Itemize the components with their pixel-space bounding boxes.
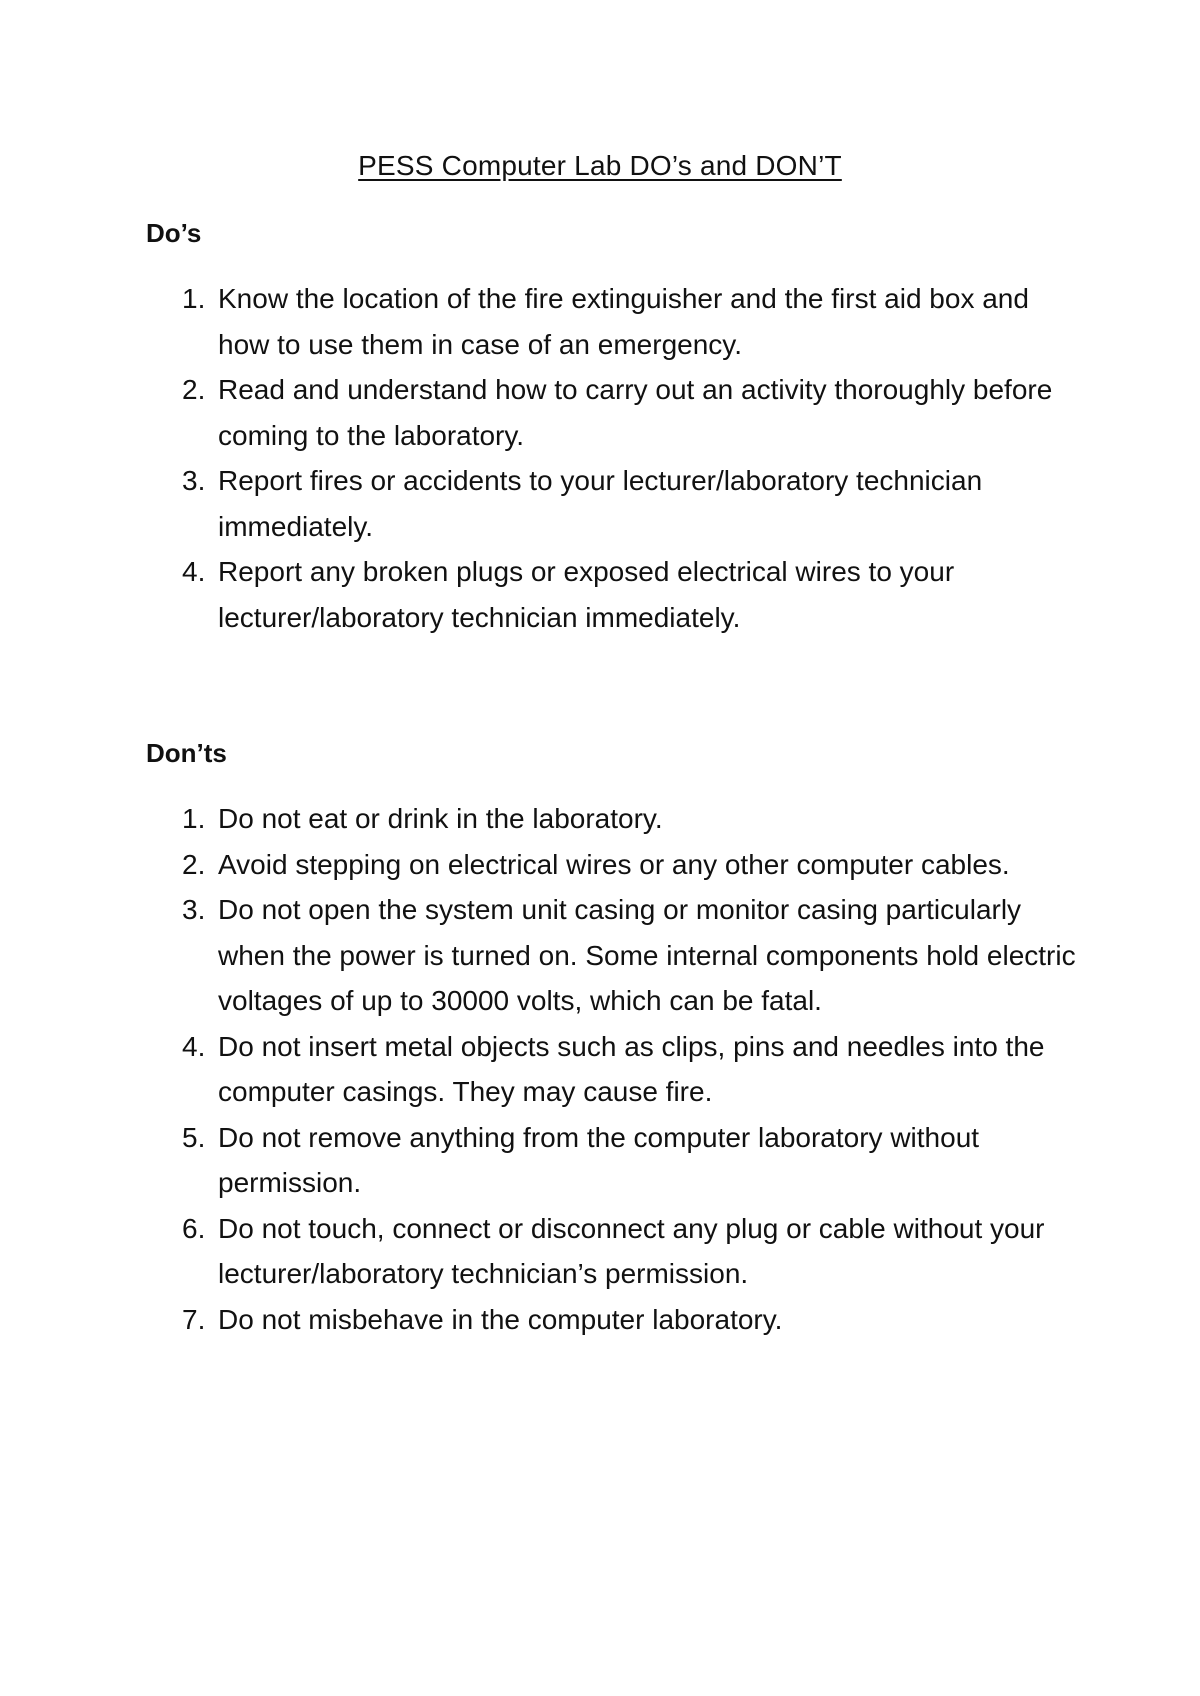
list-item-number: 2. [182,848,206,880]
list-item-text: Do not eat or drink in the laboratory. [218,803,663,834]
list-item-number: 5. [182,1121,206,1153]
list-item-number: 1. [182,803,206,834]
list-item-text: Do not misbehave in the computer laboratory. [218,1303,783,1335]
list-item-number: 3. [182,465,206,496]
donts-heading: Don’ts [146,738,227,768]
list-item-number: 3. [182,894,206,925]
list-item-text: Do not remove anything from the computer laboratory without permission. [218,1121,980,1198]
list-item-number: 2. [182,374,206,405]
list-item-text: Know the location of the fire extinguisher and the first aid box and how to use them in case of an emergency. [218,283,1029,360]
list-item-text: Report any broken plugs or exposed electrical wires to your lecturer/laboratory technician immediately. [218,556,955,633]
list-item-text: Do not open the system unit casing or monitor casing particularly when the power is turned on. Some internal components hold electric voltages of up to 30000 volts, which can be fatal. [218,894,1076,1016]
list-item-number: 4. [182,556,206,587]
list-item [146,276,1086,367]
list-item [146,1024,1086,1115]
list-item-number: 1. [182,283,206,314]
list-item-number: 6. [182,1212,206,1244]
list-item [146,458,1086,549]
list-item-text: Do not insert metal objects such as clips, pins and needles into the computer casings. They may cause fire. [218,1030,1045,1107]
list-item [146,1297,1086,1343]
donts-list [146,796,1086,1342]
document-title [0,150,1200,182]
list-item [146,367,1086,458]
dos-list [146,276,1086,640]
list-item-text: Report fires or accidents to your lecturer/laboratory technician immediately. [218,465,983,542]
list-item [146,1206,1086,1297]
list-item-text: Avoid stepping on electrical wires or any other computer cables. [218,848,1010,880]
list-item-number: 7. [182,1303,206,1335]
list-item [146,842,1086,888]
list-item [146,549,1086,640]
list-item-text: Do not touch, connect or disconnect any plug or cable without your lecturer/laboratory technician’s permission. [218,1212,1045,1289]
list-item-text: Read and understand how to carry out an activity thoroughly before coming to the laboratory. [218,374,1053,451]
list-item [146,1115,1086,1206]
list-item [146,887,1086,1024]
list-item [146,796,1086,842]
dos-heading: Do’s [146,218,202,248]
list-item-number: 4. [182,1030,206,1062]
document-title-text: PESS Computer Lab DO’s and DON’T [358,150,842,181]
